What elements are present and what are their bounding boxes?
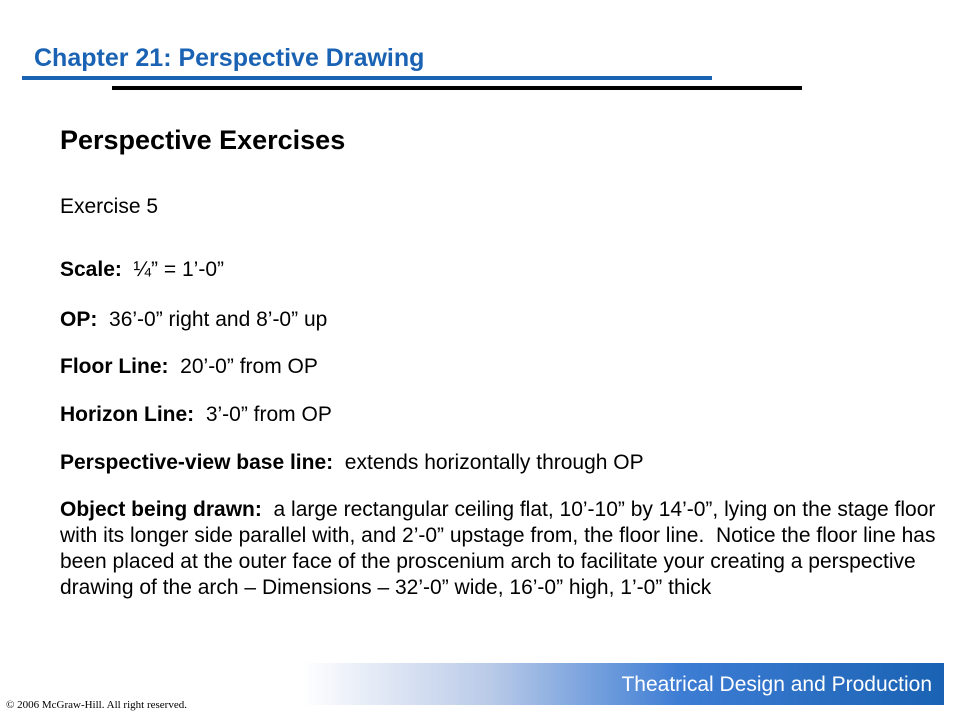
- spec-value: 3’-0” from OP: [194, 403, 332, 426]
- spec-base-line: [60, 451, 644, 475]
- spec-value: ¼” = 1’-0”: [121, 258, 224, 281]
- spec-label: Perspective-view base line:: [60, 451, 334, 474]
- spec-label: Horizon Line:: [60, 403, 195, 426]
- header-rule-black: [112, 86, 802, 90]
- section-title: Perspective Exercises: [60, 125, 346, 155]
- header-rule-blue: [22, 76, 712, 80]
- copyright-notice: © 2006 McGraw-Hill. All right reserved.: [6, 699, 187, 711]
- footer-title: Theatrical Design and Production: [621, 673, 932, 696]
- spec-op: [60, 308, 327, 332]
- spec-horizon-line: [60, 403, 332, 427]
- exercise-label: Exercise 5: [60, 195, 159, 218]
- spec-value: extends horizontally through OP: [333, 451, 644, 474]
- spec-value: 36’-0” right and 8’-0” up: [97, 308, 328, 331]
- spec-scale: [60, 258, 224, 282]
- object-text: a large rectangular ceiling flat, 10’-10” by 14’-0”, lying on the stage floor with its longer side parallel with, and 2’-0” upstage from, the floor line. Notice the floor line has been placed at the outer face of the proscenium arch to facilitate your creating a perspective drawing of the arch – Dimensions – 32’-0” wide, 16’-0” high, 1’-0” thick: [60, 498, 942, 599]
- object-label: Object being drawn:: [60, 498, 262, 521]
- spec-value: 20’-0” from OP: [168, 355, 318, 378]
- object-description: [60, 497, 940, 601]
- spec-label: Floor Line:: [60, 355, 169, 378]
- chapter-title: Chapter 21: Perspective Drawing: [34, 44, 425, 72]
- spec-floor-line: [60, 355, 318, 379]
- spec-label: OP:: [60, 308, 98, 331]
- spec-label: Scale:: [60, 258, 122, 281]
